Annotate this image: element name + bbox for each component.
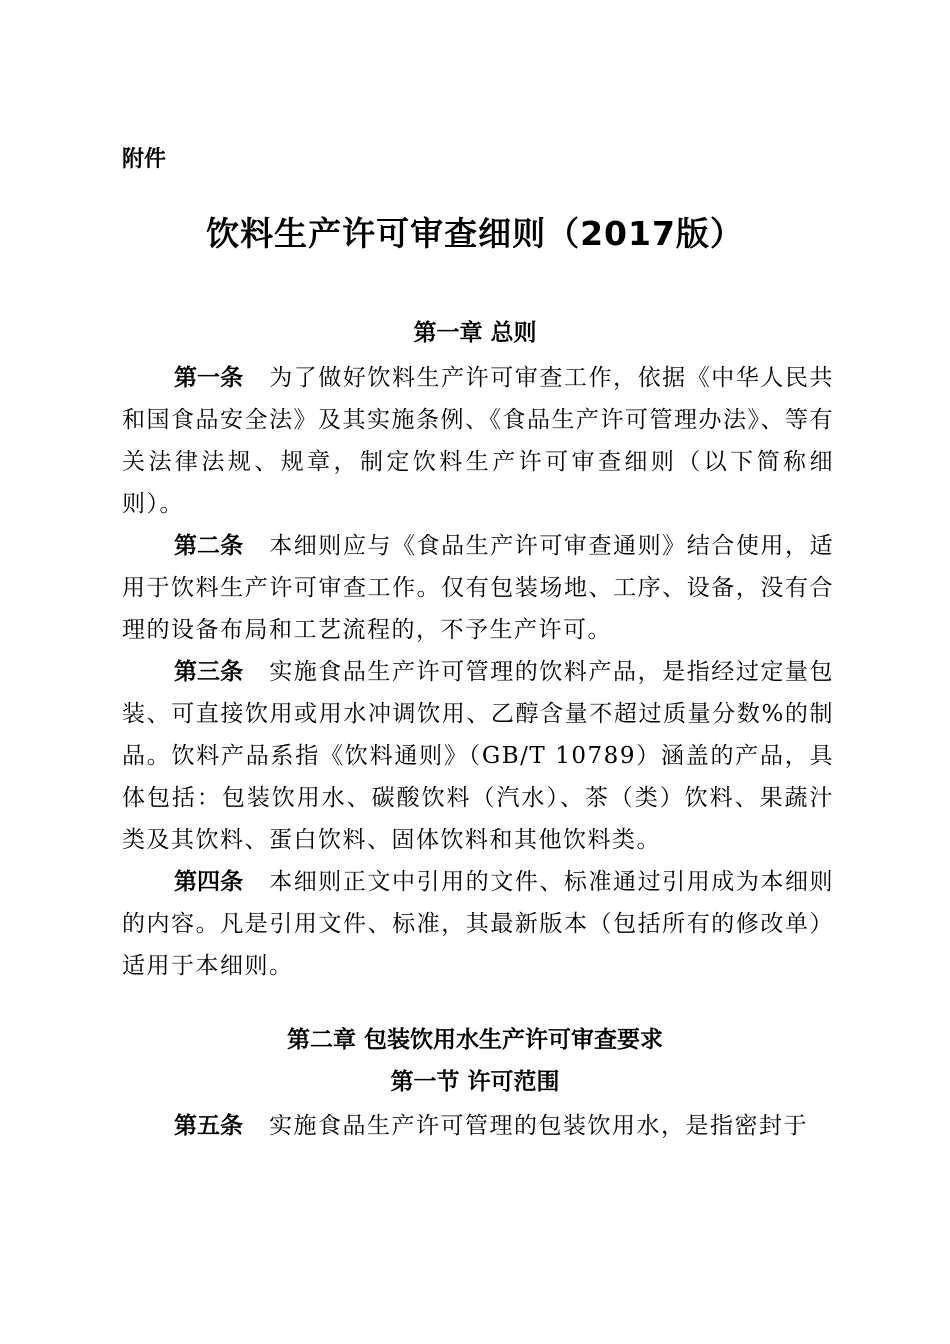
article-5-label: 第五条 bbox=[174, 1113, 243, 1139]
article-2-text: 本细则应与《食品生产许可审查通则》结合使用，适用于饮料生产许可审查工作。仅有包装场地、工序、设备，没有合理的设备布局和工艺流程的，不予生产许可。 bbox=[122, 533, 835, 643]
chapter-1-heading: 第一章 总则 bbox=[413, 320, 537, 346]
chapter-2-heading: 第二章 包装饮用水生产许可审查要求 bbox=[286, 1027, 663, 1053]
article-3-label: 第三条 bbox=[174, 659, 244, 685]
article-1 bbox=[122, 357, 834, 525]
article-1-text: 为了做好饮料生产许可审查工作，依据《中华人民共和国食品安全法》及其实施条例、《食品生产许可管理办法》、等有关法律法规、规章，制定饮料生产许可审查细则（以下简称细则）。 bbox=[122, 365, 835, 517]
article-3 bbox=[122, 651, 834, 861]
article-4 bbox=[122, 861, 834, 987]
article-3-text: 实施食品生产许可管理的饮料产品，是指经过定量包装、可直接饮用或用水冲调饮用、乙醇含量不超过质量分数%的制品。饮料产品系指《饮料通则》（GB/T 10789）涵盖的产品，具体包括：包装饮用水、碳酸饮料（汽水）、茶（类）饮料、果蔬汁类及其饮料、蛋白饮料、固体饮料和其他饮料类。 bbox=[122, 659, 835, 853]
article-2-label: 第二条 bbox=[174, 533, 244, 559]
article-5 bbox=[122, 1105, 834, 1147]
article-4-label: 第四条 bbox=[174, 869, 244, 895]
attachment-label: 附件 bbox=[122, 147, 167, 172]
article-4-text: 本细则正文中引用的文件、标准通过引用成为本细则的内容。凡是引用文件、标准，其最新版本（包括所有的修改单）适用于本细则。 bbox=[122, 869, 835, 979]
section-1-heading: 第一节 许可范围 bbox=[390, 1069, 560, 1095]
article-1-label: 第一条 bbox=[174, 365, 244, 391]
document-title: 饮料生产许可审查细则（2017版） bbox=[206, 214, 744, 253]
article-5-text: 实施食品生产许可管理的包装饮用水，是指密封于 bbox=[269, 1113, 808, 1139]
article-2 bbox=[122, 525, 834, 651]
